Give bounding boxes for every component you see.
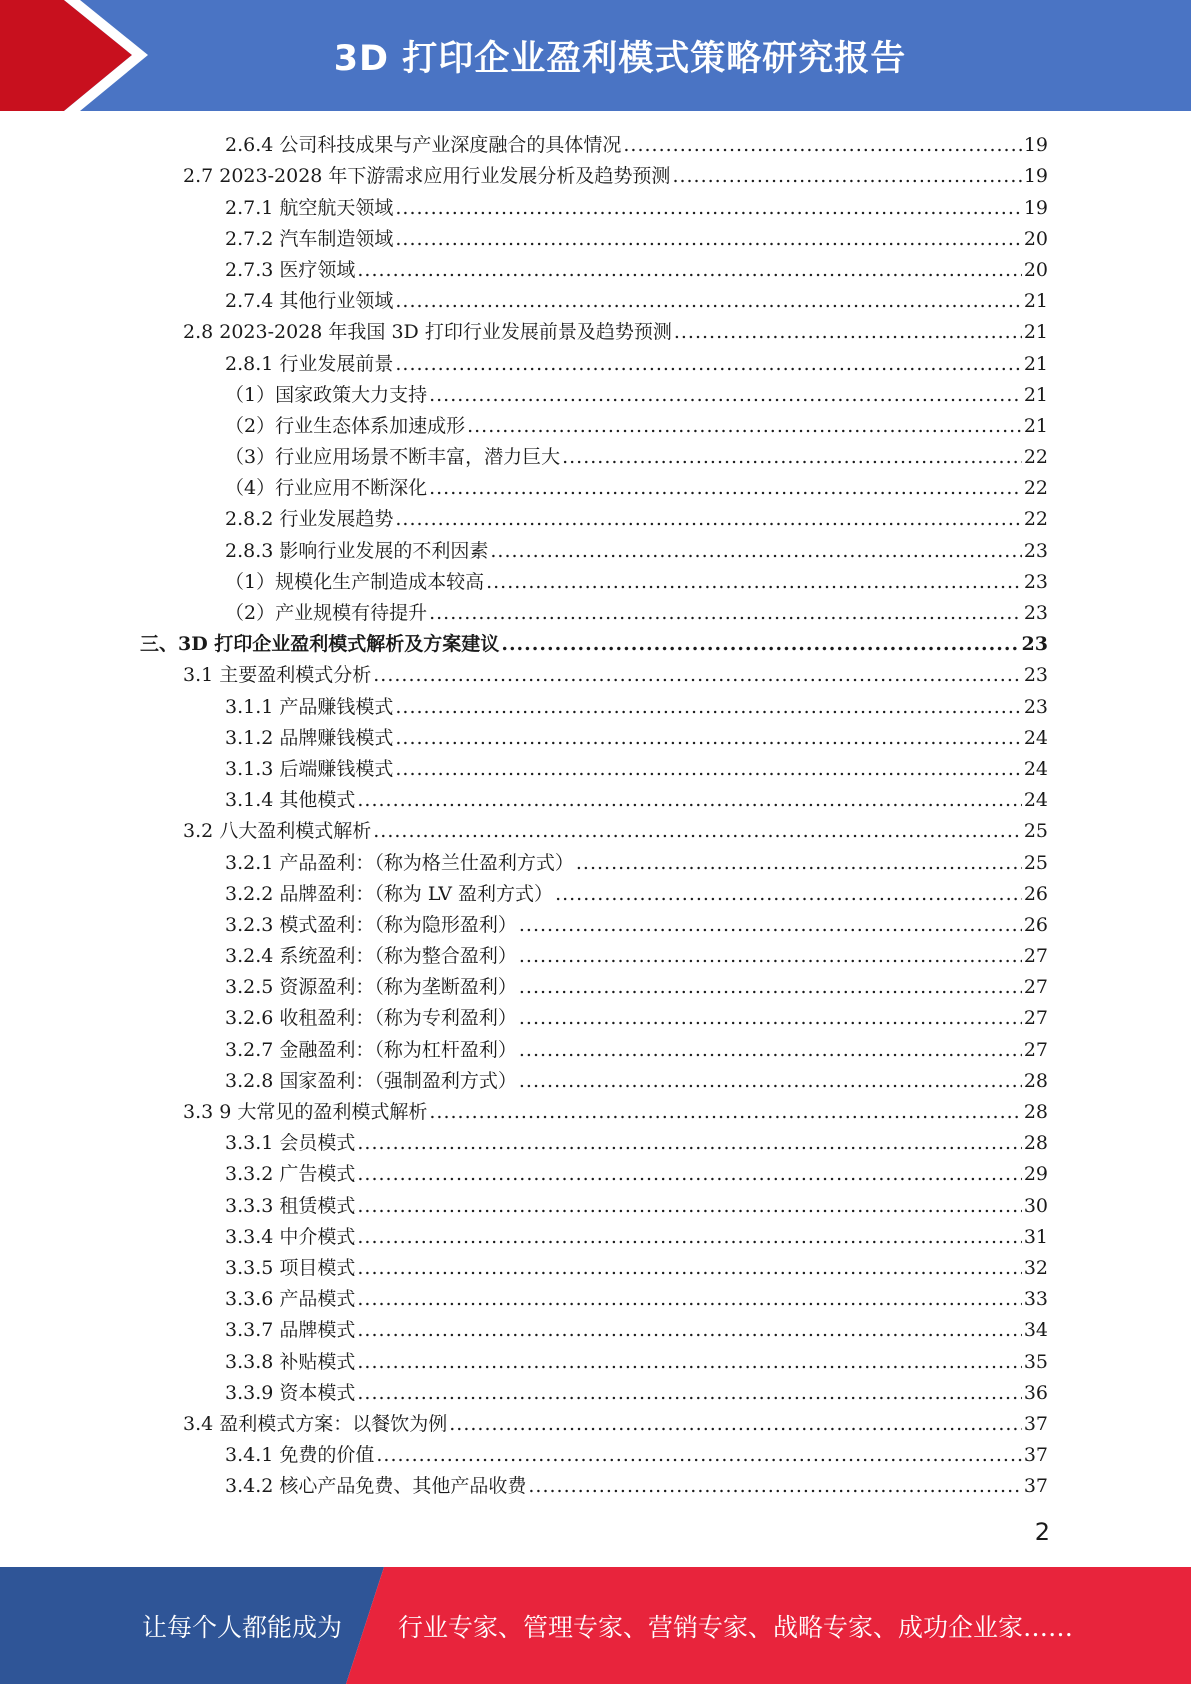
toc-entry[interactable]	[140, 876, 1048, 907]
toc-dot-leader	[555, 881, 1022, 907]
toc-dot-leader	[519, 974, 1022, 1000]
document-title: 3D 打印企业盈利模式策略研究报告	[333, 38, 907, 79]
toc-entry-page: 26	[1023, 913, 1048, 936]
toc-entry-page: 22	[1023, 508, 1048, 531]
toc-entry[interactable]	[140, 1031, 1048, 1062]
toc-dot-leader	[376, 1442, 1021, 1468]
toc-entry-page: 27	[1023, 1038, 1048, 1061]
toc-dot-leader	[429, 600, 1022, 626]
toc-entry-page: 21	[1023, 414, 1048, 437]
toc-entry-page: 24	[1023, 757, 1048, 780]
toc-entry-title: 3.3.7 品牌模式	[225, 1319, 356, 1342]
toc-dot-leader	[395, 725, 1021, 751]
toc-entry-title: 3.3.2 广告模式	[225, 1163, 356, 1186]
toc-entry-title: 3.2.3 模式盈利：（称为隐形盈利）	[225, 913, 517, 936]
toc-entry-page: 28	[1023, 1069, 1048, 1092]
toc-entry-title: 3.2.4 系统盈利：（称为整合盈利）	[225, 945, 517, 968]
toc-dot-leader	[357, 1380, 1021, 1406]
toc-dot-leader	[562, 444, 1022, 470]
toc-entry-title: （1）规模化生产制造成本较高	[225, 570, 485, 593]
toc-entry-title: 3.3.3 租赁模式	[225, 1194, 356, 1217]
toc-entry-page: 37	[1023, 1444, 1048, 1467]
toc-entry-page: 32	[1023, 1256, 1048, 1279]
toc-entry-title: 2.7.3 医疗领域	[225, 258, 356, 281]
toc-entry-page: 25	[1023, 820, 1048, 843]
toc-dot-leader	[672, 163, 1021, 189]
toc-entry-title: （3）行业应用场景不断丰富，潜力巨大	[225, 446, 561, 469]
toc-entry[interactable]	[140, 1437, 1048, 1468]
toc-entry[interactable]	[140, 158, 1048, 189]
toc-entry[interactable]	[140, 1063, 1048, 1094]
toc-entry-page: 21	[1023, 352, 1048, 375]
toc-entry[interactable]	[140, 813, 1048, 844]
toc-dot-leader	[429, 1099, 1021, 1125]
toc-entry-title: 3.3.8 补贴模式	[225, 1350, 356, 1373]
toc-dot-leader	[357, 1255, 1021, 1281]
toc-entry[interactable]	[140, 938, 1048, 969]
toc-entry-page: 19	[1023, 196, 1048, 219]
toc-entry[interactable]	[140, 1156, 1048, 1187]
toc-dot-leader	[519, 1005, 1022, 1031]
page-footer	[0, 1567, 1191, 1684]
toc-entry-title: 2.6.4 公司科技成果与产业深度融合的具体情况	[225, 134, 622, 157]
toc-entry-title: （2）行业生态体系加速成形	[225, 414, 466, 437]
toc-entry-title: 3.2 八大盈利模式解析	[183, 820, 372, 843]
toc-dot-leader	[357, 787, 1021, 813]
toc-entry[interactable]	[140, 688, 1048, 719]
toc-entry[interactable]	[140, 127, 1048, 158]
toc-dot-leader	[519, 943, 1022, 969]
toc-entry-title: 3.4 盈利模式方案：以餐饮为例	[183, 1412, 448, 1435]
toc-entry[interactable]	[140, 1250, 1048, 1281]
toc-entry-title: 3.3 9 大常见的盈利模式解析	[183, 1101, 428, 1123]
toc-dot-leader	[674, 319, 1022, 345]
toc-dot-leader	[486, 569, 1022, 595]
toc-entry-page: 23	[1023, 539, 1048, 562]
toc-dot-leader	[357, 1130, 1021, 1156]
toc-entry-title: 3.1.2 品牌赚钱模式	[225, 726, 394, 749]
toc-dot-leader	[357, 1161, 1021, 1187]
toc-entry-title: 2.7.2 汽车制造领域	[225, 227, 394, 250]
toc-entry-title: 3.3.5 项目模式	[225, 1256, 356, 1279]
toc-entry[interactable]	[140, 907, 1048, 938]
toc-dot-leader	[373, 662, 1022, 688]
toc-entry-page: 37	[1023, 1412, 1048, 1435]
toc-dot-leader	[357, 1317, 1021, 1343]
toc-entry-page: 31	[1023, 1225, 1048, 1248]
toc-entry[interactable]	[140, 1343, 1048, 1374]
toc-entry[interactable]	[140, 470, 1048, 501]
toc-entry[interactable]	[140, 408, 1048, 439]
toc-entry[interactable]	[140, 969, 1048, 1000]
toc-entry-title: 3.1 主要盈利模式分析	[183, 664, 372, 687]
header-red-chevron	[0, 0, 132, 111]
toc-dot-leader	[519, 912, 1022, 938]
toc-entry-page: 27	[1023, 945, 1048, 968]
toc-dot-leader	[528, 1473, 1021, 1499]
toc-entry-page: 28	[1023, 1132, 1048, 1155]
toc-entry-page: 21	[1023, 383, 1048, 406]
toc-entry-page: 23	[1023, 602, 1048, 624]
toc-dot-leader	[467, 413, 1022, 439]
toc-entry-title: 3.3.4 中介模式	[225, 1225, 356, 1248]
toc-entry[interactable]	[140, 657, 1048, 688]
toc-dot-leader	[490, 538, 1021, 564]
toc-dot-leader	[357, 1193, 1021, 1219]
toc-dot-leader	[623, 132, 1021, 158]
toc-entry[interactable]	[140, 1375, 1048, 1406]
toc-entry-page: 21	[1023, 290, 1048, 313]
toc-entry[interactable]	[140, 439, 1048, 470]
toc-entry[interactable]	[140, 595, 1048, 626]
toc-entry-title: 3.2.6 收租盈利：（称为专利盈利）	[225, 1007, 517, 1030]
toc-entry-title: 3.2.7 金融盈利：（称为杠杆盈利）	[225, 1038, 517, 1061]
header-chevron-decoration	[0, 0, 200, 111]
toc-dot-leader	[395, 288, 1021, 314]
footer-slogan-right: 行业专家、管理专家、营销专家、战略专家、成功企业家……	[398, 1612, 1074, 1642]
toc-entry-title: 三、3D 打印企业盈利模式解析及方案建议	[140, 633, 500, 656]
toc-entry-title: 3.3.6 产品模式	[225, 1288, 356, 1311]
toc-dot-leader	[395, 694, 1021, 720]
toc-entry[interactable]	[140, 252, 1048, 283]
toc-entry-page: 27	[1023, 1007, 1048, 1030]
toc-entry-title: 2.7 2023-2028 年下游需求应用行业发展分析及趋势预测	[183, 165, 671, 188]
toc-entry-title: 3.2.2 品牌盈利：（称为 LV 盈利方式）	[225, 882, 554, 905]
toc-entry-title: 3.4.2 核心产品免费、其他产品收费	[225, 1475, 527, 1498]
toc-entry-page: 23	[1023, 664, 1048, 687]
toc-dot-leader	[395, 195, 1021, 221]
toc-entry-page: 26	[1023, 882, 1048, 905]
toc-entry[interactable]	[140, 1406, 1048, 1437]
toc-entry-title: 3.2.8 国家盈利：（强制盈利方式）	[225, 1069, 517, 1092]
toc-entry-page: 24	[1023, 789, 1048, 812]
toc-dot-leader	[449, 1411, 1022, 1437]
toc-dot-leader	[357, 1224, 1021, 1250]
toc-entry-page: 37	[1023, 1475, 1048, 1498]
toc-entry-title: （2）产业规模有待提升	[225, 602, 428, 624]
toc-dot-leader	[501, 631, 1019, 657]
toc-entry[interactable]	[140, 501, 1048, 532]
toc-entry[interactable]	[140, 564, 1048, 595]
toc-entry[interactable]	[140, 532, 1048, 563]
toc-dot-leader	[395, 756, 1021, 782]
toc-entry[interactable]	[140, 626, 1048, 657]
toc-entry-page: 19	[1023, 134, 1048, 157]
toc-entry[interactable]	[140, 720, 1048, 751]
toc-entry-title: （1）国家政策大力支持	[225, 383, 428, 406]
toc-entry-page: 33	[1023, 1288, 1048, 1311]
toc-entry-page: 27	[1023, 976, 1048, 999]
toc-entry-title: 3.1.3 后端赚钱模式	[225, 757, 394, 780]
toc-entry-title: 3.1.4 其他模式	[225, 789, 356, 812]
toc-entry-title: 3.3.9 资本模式	[225, 1381, 356, 1404]
toc-dot-leader	[395, 506, 1021, 532]
toc-dot-leader	[429, 475, 1022, 501]
toc-entry-page: 30	[1023, 1194, 1048, 1217]
toc-entry-page: 23	[1021, 633, 1048, 656]
toc-entry[interactable]	[140, 1187, 1048, 1218]
toc-entry-page: 36	[1023, 1381, 1048, 1404]
toc-entry-title: （4）行业应用不断深化	[225, 477, 428, 500]
toc-dot-leader	[373, 818, 1022, 844]
toc-entry[interactable]	[140, 1094, 1048, 1125]
toc-dot-leader	[429, 382, 1022, 408]
toc-entry[interactable]	[140, 1219, 1048, 1250]
toc-entry-page: 34	[1023, 1319, 1048, 1342]
toc-entry-title: 2.8.3 影响行业发展的不利因素	[225, 539, 489, 562]
toc-entry[interactable]	[140, 345, 1048, 376]
toc-dot-leader	[519, 1037, 1022, 1063]
toc-dot-leader	[357, 1286, 1021, 1312]
toc-entry-page: 19	[1023, 165, 1048, 188]
toc-entry-page: 21	[1023, 321, 1048, 344]
toc-entry[interactable]	[140, 1125, 1048, 1156]
toc-dot-leader	[576, 850, 1022, 876]
toc-entry-title: 2.7.4 其他行业领域	[225, 290, 394, 313]
toc-entry[interactable]	[140, 283, 1048, 314]
toc-entry-title: 3.4.1 免费的价值	[225, 1444, 375, 1467]
toc-entry-title: 2.8 2023-2028 年我国 3D 打印行业发展前景及趋势预测	[183, 321, 672, 344]
table-of-contents	[140, 127, 1048, 1499]
toc-entry[interactable]	[140, 1000, 1048, 1031]
page-number: 2	[1034, 1518, 1050, 1546]
toc-entry-page: 20	[1023, 258, 1048, 281]
toc-entry[interactable]	[140, 751, 1048, 782]
toc-entry-title: 3.2.5 资源盈利：（称为垄断盈利）	[225, 976, 517, 999]
toc-entry-page: 35	[1023, 1350, 1048, 1373]
toc-entry[interactable]	[140, 844, 1048, 875]
toc-entry-page: 28	[1023, 1101, 1048, 1123]
toc-dot-leader	[519, 1068, 1022, 1094]
toc-entry-page: 22	[1023, 446, 1048, 469]
toc-entry-page: 25	[1023, 851, 1048, 874]
toc-entry-title: 2.8.2 行业发展趋势	[225, 508, 394, 531]
toc-entry-title: 3.1.1 产品赚钱模式	[225, 695, 394, 718]
toc-entry-title: 3.3.1 会员模式	[225, 1132, 356, 1155]
toc-entry-page: 24	[1023, 726, 1048, 749]
toc-entry-page: 29	[1023, 1163, 1048, 1186]
toc-entry[interactable]	[140, 314, 1048, 345]
toc-entry-title: 2.8.1 行业发展前景	[225, 352, 394, 375]
toc-dot-leader	[395, 226, 1021, 252]
toc-entry-page: 23	[1023, 695, 1048, 718]
toc-entry[interactable]	[140, 377, 1048, 408]
toc-entry-title: 3.2.1 产品盈利：（称为格兰仕盈利方式）	[225, 851, 574, 874]
toc-entry[interactable]	[140, 189, 1048, 220]
toc-dot-leader	[395, 351, 1021, 377]
toc-entry[interactable]	[140, 1281, 1048, 1312]
footer-slogan-left: 让每个人都能成为	[142, 1612, 343, 1642]
toc-dot-leader	[357, 1349, 1021, 1375]
toc-entry[interactable]	[140, 1312, 1048, 1343]
toc-entry[interactable]	[140, 221, 1048, 252]
page-header	[0, 0, 1191, 111]
toc-entry-page: 23	[1023, 570, 1048, 593]
toc-entry-page: 20	[1023, 227, 1048, 250]
toc-entry[interactable]	[140, 782, 1048, 813]
toc-entry-title: 2.7.1 航空航天领域	[225, 196, 394, 219]
toc-entry[interactable]	[140, 1468, 1048, 1499]
toc-dot-leader	[357, 257, 1021, 283]
toc-entry-page: 22	[1023, 477, 1048, 500]
